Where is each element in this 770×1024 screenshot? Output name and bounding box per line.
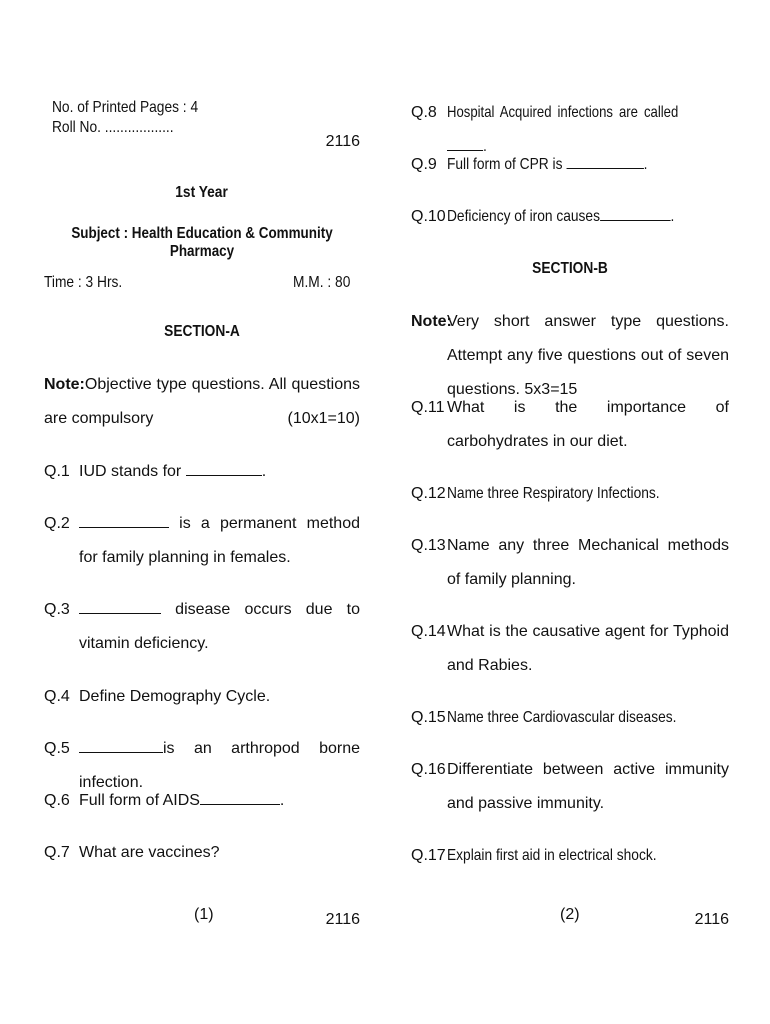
- note-marks: 5x3=15: [524, 381, 578, 398]
- question-number: Q.10: [411, 208, 446, 225]
- answer-blank: [79, 738, 163, 753]
- question-number: Q.7: [44, 844, 70, 861]
- question-number: Q.16: [411, 761, 446, 778]
- roll-no: Roll No. ..................: [52, 119, 174, 136]
- question-3: [44, 593, 360, 661]
- section-a-title: SECTION-A: [164, 323, 240, 340]
- question-11: [411, 391, 729, 459]
- question-number: Q.12: [411, 485, 446, 502]
- answer-blank: [79, 513, 169, 528]
- question-9: [411, 148, 729, 182]
- section-a-note: [44, 368, 360, 436]
- question-text: Differentiate between active immunity and passive immunity.: [447, 761, 729, 812]
- question-text: is a permanent method for family planning in females.: [79, 515, 360, 566]
- question-13: [411, 529, 729, 597]
- question-number: Q.15: [411, 709, 446, 726]
- question-text: Explain first aid in electrical shock.: [447, 847, 657, 864]
- time-label: Time : 3 Hrs.: [44, 274, 123, 291]
- subject-heading: Subject : Health Education & Community Pharmacy: [71, 225, 333, 260]
- question-text: Full form of CPR is: [447, 156, 563, 173]
- answer-blank: [600, 206, 671, 221]
- note-marks: (10x1=10): [287, 410, 360, 427]
- max-marks: M.M. : 80: [293, 274, 351, 291]
- answer-blank: [566, 154, 643, 169]
- question-text: Name three Respiratory Infections.: [447, 485, 660, 502]
- question-text: What is the importance of carbohydrates in our diet.: [447, 399, 729, 450]
- question-14: [411, 615, 729, 683]
- paper-code: 2116: [325, 133, 360, 150]
- question-text: What is the causative agent for Typhoid and Rabies.: [447, 623, 729, 674]
- question-number: Q.3: [44, 601, 70, 618]
- question-number: Q.11: [411, 399, 445, 416]
- question-2: [44, 507, 360, 575]
- question-text: Hospital Acquired infections are called: [447, 104, 679, 121]
- note-label: Note:: [44, 376, 85, 393]
- question-text: IUD stands for: [79, 463, 182, 480]
- question-number: Q.9: [411, 156, 437, 173]
- question-text: Name any three Mechanical methods of family planning.: [447, 537, 729, 588]
- punctuation: .: [670, 208, 675, 225]
- page-number-2: (2): [560, 906, 580, 923]
- question-7: [44, 836, 360, 870]
- punctuation: .: [483, 138, 487, 155]
- answer-blank: [200, 790, 280, 805]
- question-text: disease occurs due to vitamin deficiency.: [79, 601, 360, 652]
- question-number: Q.17: [411, 847, 446, 864]
- printed-pages: No. of Printed Pages : 4: [52, 99, 199, 116]
- question-6: [44, 784, 360, 818]
- question-text: What are vaccines?: [79, 844, 220, 861]
- answer-blank: [186, 461, 262, 476]
- question-number: Q.2: [44, 515, 70, 532]
- question-10: [411, 200, 729, 234]
- question-text: Define Demography Cycle.: [79, 688, 271, 705]
- answer-blank: [79, 599, 161, 614]
- footer-code-left: 2116: [325, 911, 360, 928]
- question-number: Q.1: [44, 463, 70, 480]
- question-number: Q.6: [44, 792, 70, 809]
- question-12: [411, 477, 729, 511]
- question-number: Q.8: [411, 104, 437, 121]
- punctuation: .: [643, 156, 648, 173]
- question-text: is an arthropod borne infection.: [79, 740, 360, 791]
- question-17: [411, 839, 729, 873]
- page-number-1: (1): [194, 906, 214, 923]
- footer-code-right: 2116: [694, 911, 729, 928]
- question-number: Q.13: [411, 537, 446, 554]
- question-1: [44, 455, 360, 489]
- question-text: Name three Cardiovascular diseases.: [447, 709, 677, 726]
- question-number: Q.4: [44, 688, 70, 705]
- section-b-title: SECTION-B: [532, 260, 608, 277]
- punctuation: .: [279, 792, 285, 809]
- note-label: Note:: [411, 313, 452, 330]
- note-text: Very short answer type questions. Attempt any five questions out of seven questions.: [447, 313, 729, 398]
- question-15: [411, 701, 729, 735]
- question-16: [411, 753, 729, 821]
- note-text: Objective type questions. All questions are compulsory: [44, 376, 360, 427]
- question-text: Deficiency of iron causes: [447, 208, 600, 225]
- year-heading: 1st Year: [175, 184, 229, 201]
- question-4: [44, 680, 360, 714]
- question-number: Q.14: [411, 623, 446, 640]
- question-number: Q.5: [44, 740, 70, 757]
- question-text: Full form of AIDS: [79, 792, 200, 809]
- punctuation: .: [261, 463, 267, 480]
